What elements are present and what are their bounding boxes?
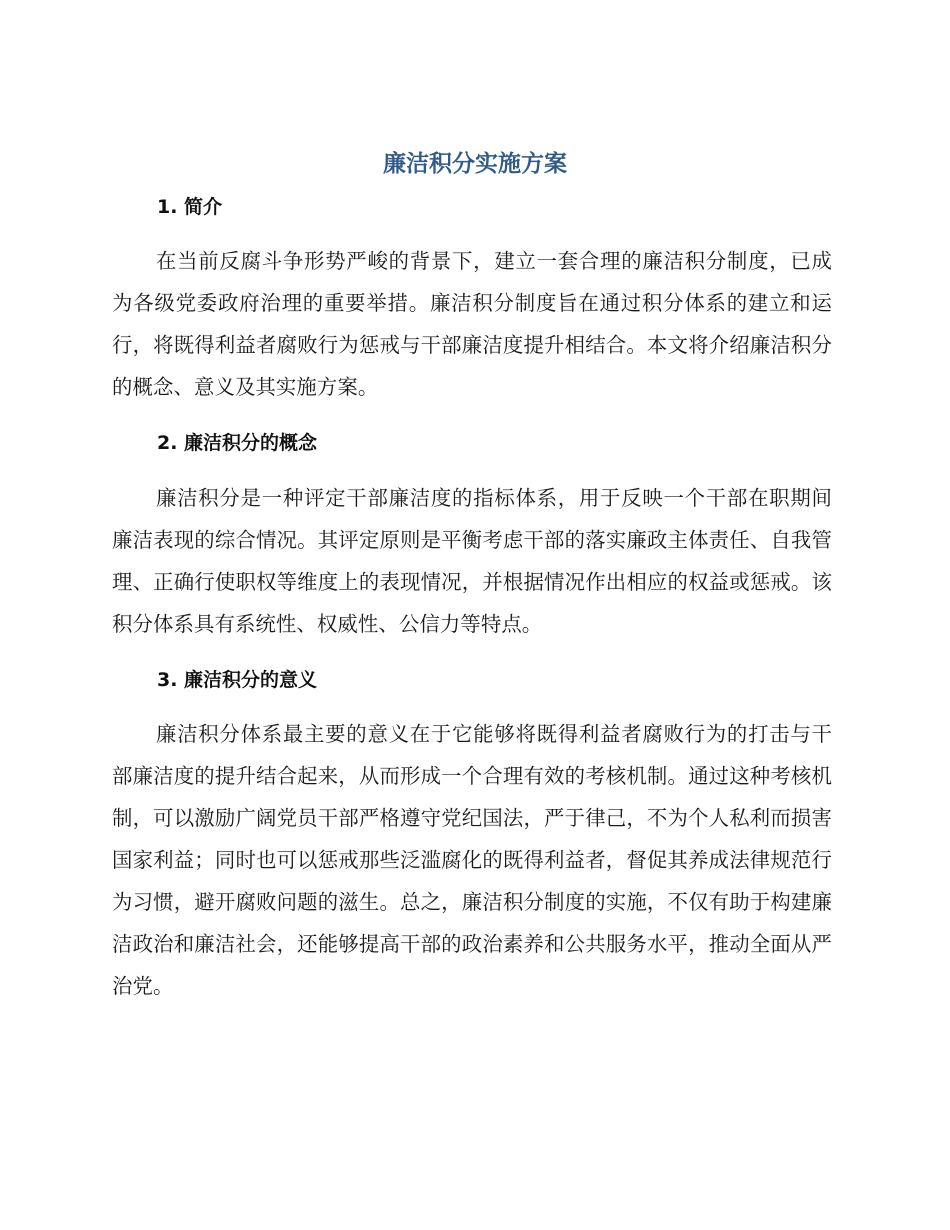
section-body-intro: 在当前反腐斗争形势严峻的背景下，建立一套合理的廉洁积分制度，已成为各级党委政府治理的重要举措。廉洁积分制度旨在通过积分体系的建立和运行，将既得利益者腐败行为惩戒与干部廉洁度提升相结合。本文将介绍廉洁积分的概念、意义及其实施方案。 bbox=[112, 249, 832, 399]
document-title: 廉洁积分实施方案 bbox=[383, 151, 567, 177]
section-body-significance: 廉洁积分体系最主要的意义在于它能够将既得利益者腐败行为的打击与干部廉洁度的提升结合起来，从而形成一个合理有效的考核机制。通过这种考核机制，可以激励广阔党员干部严格遵守党纪国法，严于律己，不为个人私利而损害国家利益；同时也可以惩戒那些泛滥腐化的既得利益者，督促其养成法律规范行为习惯，避开腐败问题的滋生。总之，廉洁积分制度的实施，不仅有助于构建廉洁政治和廉洁社会，还能够提高干部的政治素养和公共服务水平，推动全面从严治党。 bbox=[112, 722, 832, 998]
section-heading-concept: 2. 廉洁积分的概念 bbox=[157, 432, 318, 454]
section-heading-significance: 3. 廉洁积分的意义 bbox=[157, 669, 318, 691]
section-body-concept: 廉洁积分是一种评定干部廉洁度的指标体系，用于反映一个干部在职期间廉洁表现的综合情况。其评定原则是平衡考虑干部的落实廉政主体责任、自我管理、正确行使职权等维度上的表现情况，并根据情况作出相应的权益或惩戒。该积分体系具有系统性、权威性、公信力等特点。 bbox=[112, 486, 832, 636]
section-heading-intro: 1. 简介 bbox=[157, 196, 223, 218]
